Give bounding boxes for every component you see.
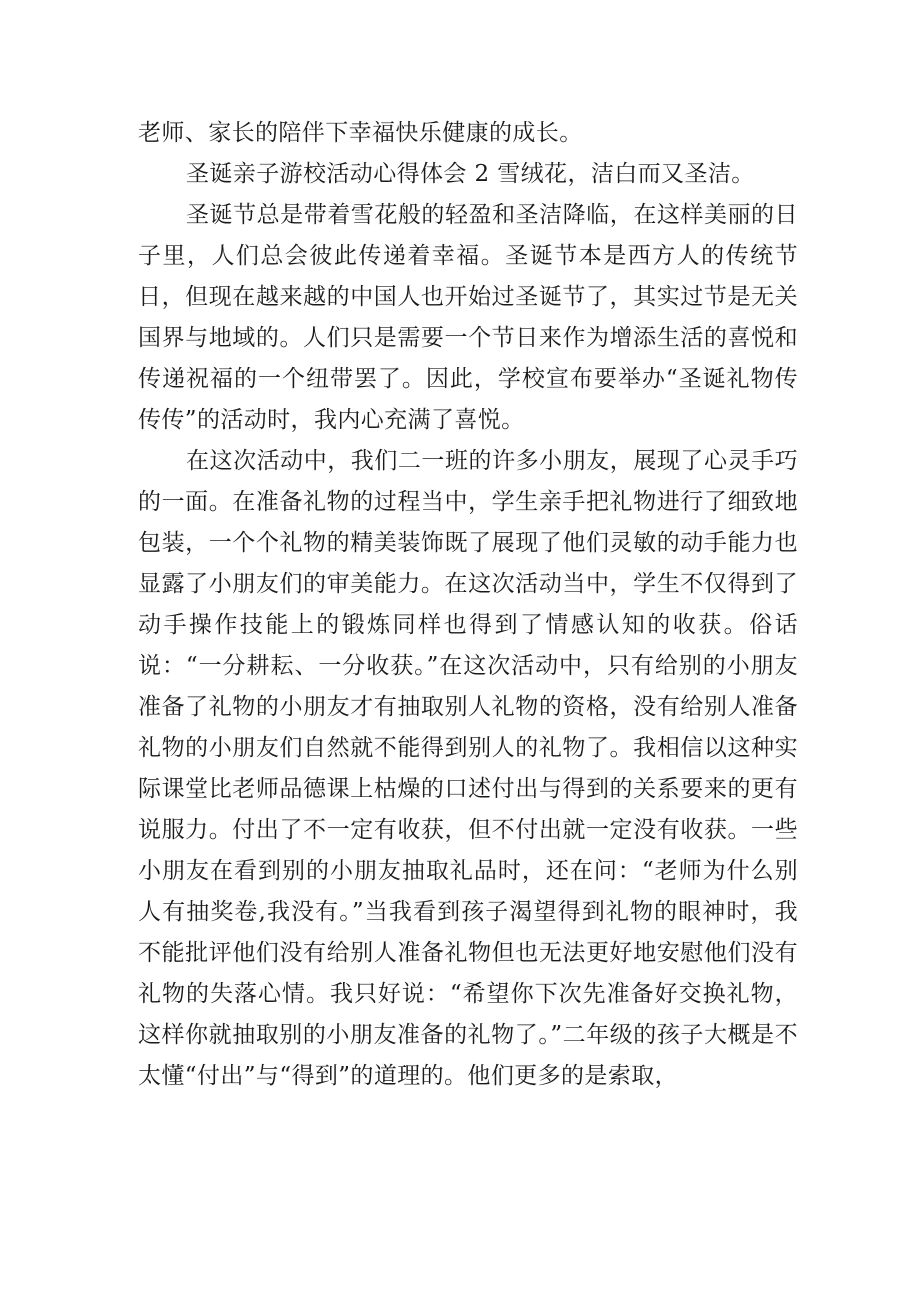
paragraph-title-line: 圣诞亲子游校活动心得体会 2 雪绒花，洁白而又圣洁。	[186, 161, 755, 187]
paragraph-activity: 在这次活动中，我们二一班的许多小朋友，展现了心灵手巧的一面。在准备礼物的过程当中，学生亲手把礼物进行了细致地包装，一个个礼物的精美装饰既了展现了他们灵敏的动手能力也显露了小朋友们的审美能力。在这次活动当中，学生不仅得到了动手操作技能上的锻炼同样也得到了情感认知的收获。俗话说：“一分耕耘、一分收获。”在这次活动中，只有给别的小朋友准备了礼物的小朋友才有抽取别人礼物的资格，没有给别人准备礼物的小朋友们自然就不能得到别人的礼物了。我相信以这种实际课堂比老师品德课上枯燥的口述付出与得到的关系要来的更有说服力。付出了不一定有收获，但不付出就一定没有收获。一些小朋友在看到别的小朋友抽取礼品时，还在问：“老师为什么别人有抽奖卷,我没有。”当我看到孩子渴望得到礼物的眼神时，我不能批评他们没有给别人准备礼物但也无法更好地安慰他们没有礼物的失落心情。我只好说：“希望你下次先准备好交换礼物，这样你就抽取别的小朋友准备的礼物了。”二年级的孩子大概是不太懂“付出”与“得到”的道理的。他们更多的是索取，	[138, 448, 798, 1089]
document-body	[138, 113, 798, 1097]
paragraph-intro: 圣诞节总是带着雪花般的轻盈和圣洁降临，在这样美丽的日子里，人们总会彼此传递着幸福。圣诞节本是西方人的传统节日，但现在越来越的中国人也开始过圣诞节了，其实过节是无关国界与地域的。人们只是需要一个节日来作为增添生活的喜悦和传递祝福的一个纽带罢了。因此，学校宣布要举办“圣诞礼物传传传”的活动时，我内心充满了喜悦。	[138, 202, 798, 433]
paragraph-continuation: 老师、家长的陪伴下幸福快乐健康的成长。	[138, 120, 583, 146]
